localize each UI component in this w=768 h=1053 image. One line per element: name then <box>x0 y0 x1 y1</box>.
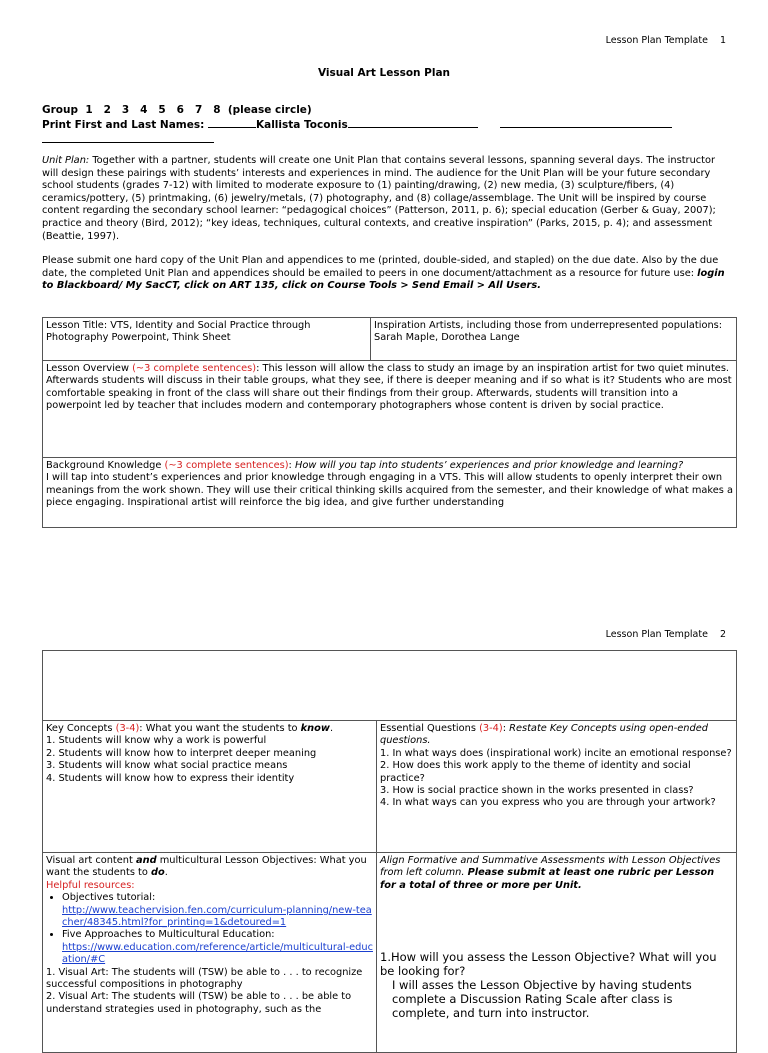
essential-questions-list <box>380 748 733 810</box>
page-number: 1 <box>719 35 726 46</box>
list-item: 1. In what ways does (inspirational work) incite an emotional response? <box>380 747 732 759</box>
inspiration-cell <box>371 318 737 361</box>
assessment-cell <box>377 853 737 1053</box>
list-item: 4. Students will know how to express their identity <box>46 772 295 784</box>
list-item: 2. How does this work apply to the theme of identity and social practice? <box>380 760 691 784</box>
lesson-overview-cell <box>43 361 737 458</box>
name-blank-4 <box>42 132 214 143</box>
lesson-table <box>42 317 737 528</box>
inspiration-value: Sarah Maple, Dorothea Lange <box>374 332 520 344</box>
header-label: Lesson Plan Template <box>605 35 708 46</box>
list-item: 3. How is social practice shown in the works presented in class? <box>380 785 694 797</box>
inspiration-label: Inspiration Artists, including those from underrepresented populations: <box>374 320 723 331</box>
objectives-and: and <box>135 855 157 866</box>
lesson-title-cell <box>43 318 371 361</box>
names-value: Kallista Toconis <box>255 119 348 131</box>
background-label: Background Knowledge <box>46 460 165 471</box>
objectives-prompt-a: Visual art content <box>46 855 136 866</box>
submit-paragraph <box>42 255 734 293</box>
key-concepts-requirement: (3-4) <box>115 723 140 734</box>
name-blank-3 <box>500 117 672 128</box>
list-item: 2. Students will know how to interpret deeper meaning <box>46 747 317 759</box>
unit-plan-paragraph <box>42 155 734 243</box>
key-concepts-label: Key Concepts <box>46 723 116 734</box>
group-block <box>42 104 672 147</box>
page-2 <box>0 620 768 1024</box>
key-concepts-list <box>46 735 373 785</box>
eq-prompt: Restate Key Concepts using open-ended questions. <box>380 723 708 747</box>
multicultural-education-link[interactable]: https://www.education.com/reference/article/multicultural-education/#C <box>62 941 373 966</box>
key-concepts-know: know <box>300 723 330 734</box>
list-item: 3. Students will know what social practice means <box>46 760 288 772</box>
objective-2: 2. Visual Art: The students will (TSW) be able to . . . be able to understand strategies used in photography, such as the <box>46 991 352 1015</box>
resources-list <box>46 892 373 966</box>
unit-plan-text: Together with a partner, students will create one Unit Plan that contains several lessons, spanning several days. The instructor will design these pairings with students’ interests and experiences in mind. The audience for the Unit Plan will be your future secondary school students (grades 7-12) with limited to moderate exposure to (1) painting/drawing, (2) new media, (3) sculpture/fibers, (4) ceramics/pottery, (5) printmaking, (6) jewelry/metals, (7) photography, and (8) collage/assemblage. The Unit will be inspired by course content regarding the secondary school learner: “pedagogical choices” (Patterson, 2011, p. 6); special education (Gerber & Guay, 2007); practice and theory (Bird, 2012); “key ideas, techniques, cultural contexts, and creative inspiration” (Parks, 2015, p. 4); and assessment (Beattie, 1997). <box>42 155 716 242</box>
name-blank-1 <box>208 117 256 128</box>
objectives-cell: Visual art content and multicultural Lesson Objectives: What you want the students to do. Helpful resources: • Objectives tutorial: http://www.teachervision.fen.com/curriculum-planning/new-teacher/48345.html?for_printing=1&detoured=1 • Five Approaches to Multicultural Education: https://www.education.com/reference/article/multicultural-education/#C 1. Visual Art: The students will (TSW) be able to . . . to recognize successful compositions in photography 2. Visual Art: The students will (TSW) be able to . . . be able to understand strategies used in photography, such as the <box>43 853 377 1053</box>
assessment-question: 1.How will you assess the Lesson Objective? What will you be looking for? <box>380 950 717 979</box>
assessment-answer: I will asses the Lesson Objective by having students complete a Discussion Rating Scale after class is complete, and turn into instructor. <box>392 978 692 1021</box>
assessment-rubric-note: Please submit at least one rubric per Lesson for a total of three or more per Unit. <box>380 867 715 891</box>
eq-requirement: (3-4) <box>479 723 503 734</box>
submit-instructions: login to Blackboard/ My SacCT, click on ART 135, click on Course Tools > Send Email > All Users. <box>42 267 725 292</box>
group-line: Group 1 2 3 4 5 6 7 8 (please circle) <box>42 104 312 116</box>
objectives-prompt-b: multicultural Lesson Objectives: What you want the students to <box>46 855 367 879</box>
lesson-title: Lesson Title: VTS, Identity and Social Practice through Photography Powerpoint, Think Sheet <box>46 320 311 344</box>
overview-requirement: (~3 complete sentences) <box>132 363 257 374</box>
resource-item <box>62 892 373 929</box>
page-header <box>606 629 726 640</box>
objective-1: 1. Visual Art: The students will (TSW) be able to . . . to recognize successful compositions in photography <box>46 966 363 991</box>
unit-plan-label: Unit Plan: <box>42 155 90 166</box>
header-label: Lesson Plan Template <box>605 629 708 640</box>
background-text: I will tap into student’s experiences and prior knowledge through engaging in a VTS. This will allow students to openly interpret their own meanings from the work shown. They will use their critical thinking skills acquired from the semester, and their knowledge of what makes a piece engaging. Inspirational artist will reinforce the big idea, and give further understanding <box>46 472 733 509</box>
submit-text: Please submit one hard copy of the Unit Plan and appendices to me (printed, double-sided, and stapled) on the due date. Also by the due date, the completed Unit Plan and appendices should be emailed to peers in one document/attachment as a resource for future use: <box>42 255 719 279</box>
eq-label: Essential Questions <box>380 723 480 734</box>
resource-label: Five Approaches to Multicultural Education: <box>62 929 275 941</box>
name-blank-2 <box>348 117 478 128</box>
list-item: 1. Students will know why a work is powerful <box>46 735 267 747</box>
resource-item <box>62 929 373 966</box>
page-header <box>606 35 726 46</box>
objectives-tutorial-link[interactable]: http://www.teachervision.fen.com/curriculum-planning/new-teacher/48345.html?for_printing=1&detoured=1 <box>62 904 372 929</box>
key-concepts-cell: Key Concepts (3-4): What you want the students to know. 1. Students will know why a work is powerful 2. Students will know how to interpret deeper meaning 3. Students will know what social practice means 4. Students will know how to express their identity <box>43 721 377 853</box>
names-label: Print First and Last Names: <box>42 119 205 131</box>
objectives-do: do <box>151 867 165 879</box>
background-prompt: How will you tap into students’ experiences and prior knowledge and learning? <box>294 460 684 471</box>
resource-label: Objectives tutorial: <box>62 892 156 904</box>
background-knowledge-cell: Background Knowledge (~3 complete sentences): How will you tap into students’ experiences and prior knowledge and learning? I will tap into student’s experiences and prior knowledge through engaging in a VTS. This will allow students to openly interpret their own meanings from the work shown. They will use their critical thinking skills acquired from the semester, and their knowledge of what makes a piece engaging. Inspirational artist will reinforce the big idea, and give further understanding <box>43 458 737 528</box>
objectives-table <box>42 650 737 1053</box>
assessment-prompt: Align Formative and Summative Assessments with Lesson Objectives from left column. <box>380 855 721 879</box>
helpful-resources-label: Helpful resources: <box>46 879 135 891</box>
document-title: Visual Art Lesson Plan <box>317 67 451 79</box>
essential-questions-cell: Essential Questions (3-4): Restate Key Concepts using open-ended questions. 1. In what ways does (inspirational work) incite an emotional response? 2. How does this work apply to the theme of identity and social practice? 3. How is social practice shown in the works presented in class? 4. In what ways can you express who you are through your artwork? <box>377 721 737 853</box>
list-item: 4. In what ways can you express who you are through your artwork? <box>380 797 716 809</box>
overview-label: Lesson Overview <box>46 363 133 374</box>
key-concepts-prompt: : What you want the students to <box>139 723 301 734</box>
background-requirement: (~3 complete sentences) <box>164 460 289 471</box>
page-number: 2 <box>719 629 726 640</box>
empty-cell <box>43 651 737 721</box>
overview-text: : This lesson will allow the class to study an image by an inspiration artist for two quiet minutes. Afterwards students will discuss in their table groups, what they see, if there is deeper meaning and if so what is it? Students who are most comfortable speaking in front of the class will share out their findings from their group. Afterwards, students will transition into a powerpoint led by teacher that includes modern and contemporary photographers whose content is driven by social practice. <box>46 363 732 412</box>
